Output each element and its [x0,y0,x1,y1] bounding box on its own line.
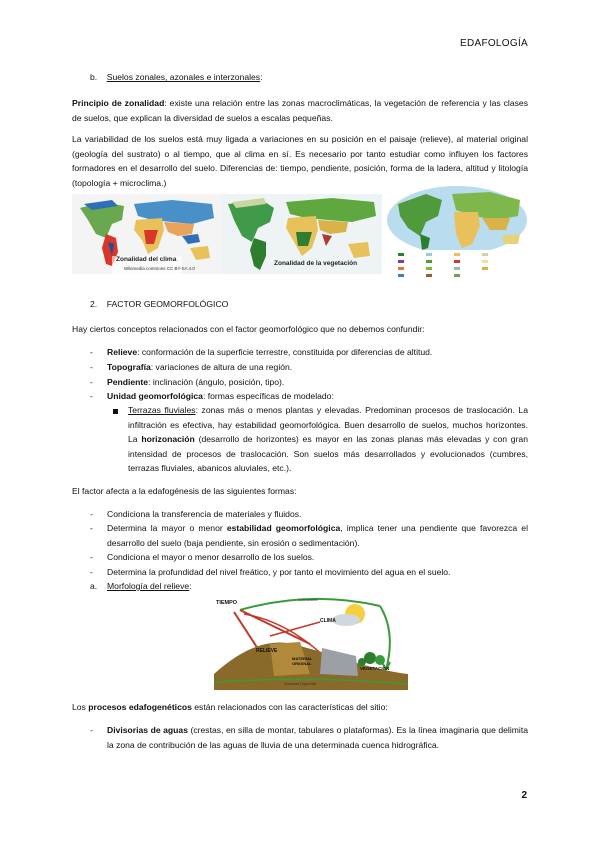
climate-map-label: Zonalidad del clima [116,256,177,263]
diagram-label-colonizacion: Colonización [298,598,319,602]
list-dash: - [90,509,93,519]
list-dash: - [90,567,93,577]
diagram-label-material: MATERIAL ORIGINAL [292,656,313,666]
variabilidad-paragraph: La variabilidad de los suelos está muy ligada a variaciones en su posición en el paisaje (relieve), al material original (geología del sustrato) o al tiempo, que al clima en sí. Es necesario por tanto estudiar como influyen los factores formadores en el desarrollo del suelo. Diferencias de: tiempo, pendiente, posición, forma de la ladera, altitud y litología (topología + microclima.) [72,134,528,188]
section-title: FACTOR GEOMORFOLÓGICO [106,299,229,309]
factor-intro: El factor afecta a la edafogénesis de las siguientes formas: [72,486,297,496]
list-dash: - [90,347,93,357]
climate-map-credit: Wikimedia commons CC BY-SA 4.0 [124,266,195,271]
principio-paragraph [72,96,528,125]
definition: : inclinación (ángulo, posición, tipo). [148,377,285,387]
subsection-marker: b. [90,72,98,82]
term-procesos: procesos edafogenéticos [88,702,192,712]
definition: (crestas, en silla de montar, tabulares o plataformas). Es la línea imaginaria que delimita la zona de contribución de las aguas de lluvia de una determinada cuenca hidrográfica. [107,725,528,750]
page-header: EDAFOLOGÍA [459,38,528,49]
list-dash: - [90,391,93,401]
effect-text: Determina la profundidad del nivel freático, y por tanto el movimiento del agua en el suelo. [107,567,451,577]
procesos-pre: Los [72,702,89,712]
vegetation-map-label: Zonalidad de la vegetación [274,260,358,267]
diagram-label-clima: CLIMA [320,618,336,624]
term-horizonacion: horizonación [141,434,195,445]
section-marker: 2. [90,299,98,309]
definition: : conformación de la superficie terrestre, constituida por diferencias de altitud. [137,347,433,357]
term-estabilidad: estabilidad geomorfológica [226,523,341,533]
list-dash: - [90,523,93,533]
subsection-title: Morfología del relieve [107,581,190,591]
page-number: 2 [521,790,527,801]
effect-text: Condiciona el mayor o menor desarrollo de los suelos. [107,552,315,562]
list-dash: - [90,377,93,387]
section-2-heading [90,297,490,312]
term-terrazas: Terrazas fluviales [128,405,196,415]
term: Pendiente [107,377,149,387]
terrazas-paragraph [128,403,528,476]
list-dash: - [90,362,93,372]
effect-text: Determina la mayor o menor [107,523,227,533]
procesos-post: están relacionados con las características del sitio: [191,702,388,712]
globe-vegetation-map [386,186,528,282]
colon: : [189,581,192,591]
climate-zonality-map [72,194,222,274]
square-bullet [113,409,118,414]
diagram-label-tiempo: TIEMPO [216,600,238,606]
definition: : variaciones de altura de una región. [150,362,293,372]
effect-text-2: , implica tener una pendiente que favorezca el desarrollo del suelo (baja pendiente, sin erosión o sedimentación). [107,523,528,548]
conceptos-intro: Hay ciertos conceptos relacionados con el factor geomorfológico que no debemos confundir: [72,324,425,334]
term-principio: Principio de zonalidad [72,98,165,108]
effect-text: Condiciona la transferencia de materiales y fluidos. [107,509,302,519]
diagram-label-humedad: Humedad Disponible [284,682,317,686]
term: Relieve [107,347,138,357]
subsection-marker: a. [90,581,98,591]
terrazas-text-1: : zonas más o menos plantas y elevadas. Predominan procesos de traslocación. La infiltración es efectiva, hay estabilidad geomorfológica. Buen desarrollo de suelos, muchos horizontes. La [128,405,528,445]
soil-factors-diagram [210,592,410,690]
terrazas-text-2: (desarrollo de horizontes) es mayor en las zonas planas más elevadas y con gran intensidad de procesos de traslocación. Son suelos más desarrollados y evolucionados (cumbres, terrazas fluviales, abanicos aluviales, etc.). [128,434,528,474]
list-dash: - [90,552,93,562]
term-divisorias: Divisorias de aguas [107,725,188,735]
vegetation-zonality-map [222,194,382,274]
definition: : formas específicas de modelado: [202,391,334,401]
term: Topografía [107,362,151,372]
diagram-label-vegetacion: VEGETACIÓN [360,666,390,671]
list-dash: - [90,725,93,735]
term: Unidad geomorfológica [107,391,203,401]
subsection-title: Suelos zonales, azonales e interzonales [106,72,261,82]
colon: : [260,72,263,82]
subsection-b-heading [90,70,490,85]
principio-text: : existe una relación entre las zonas macroclimáticas, la vegetación de referencia y las clases de suelos, que explican la diversidad de suelos a escalas pequeñas. [72,98,528,123]
diagram-label-relieve: RELIEVE [256,648,278,654]
procesos-intro [72,700,528,715]
